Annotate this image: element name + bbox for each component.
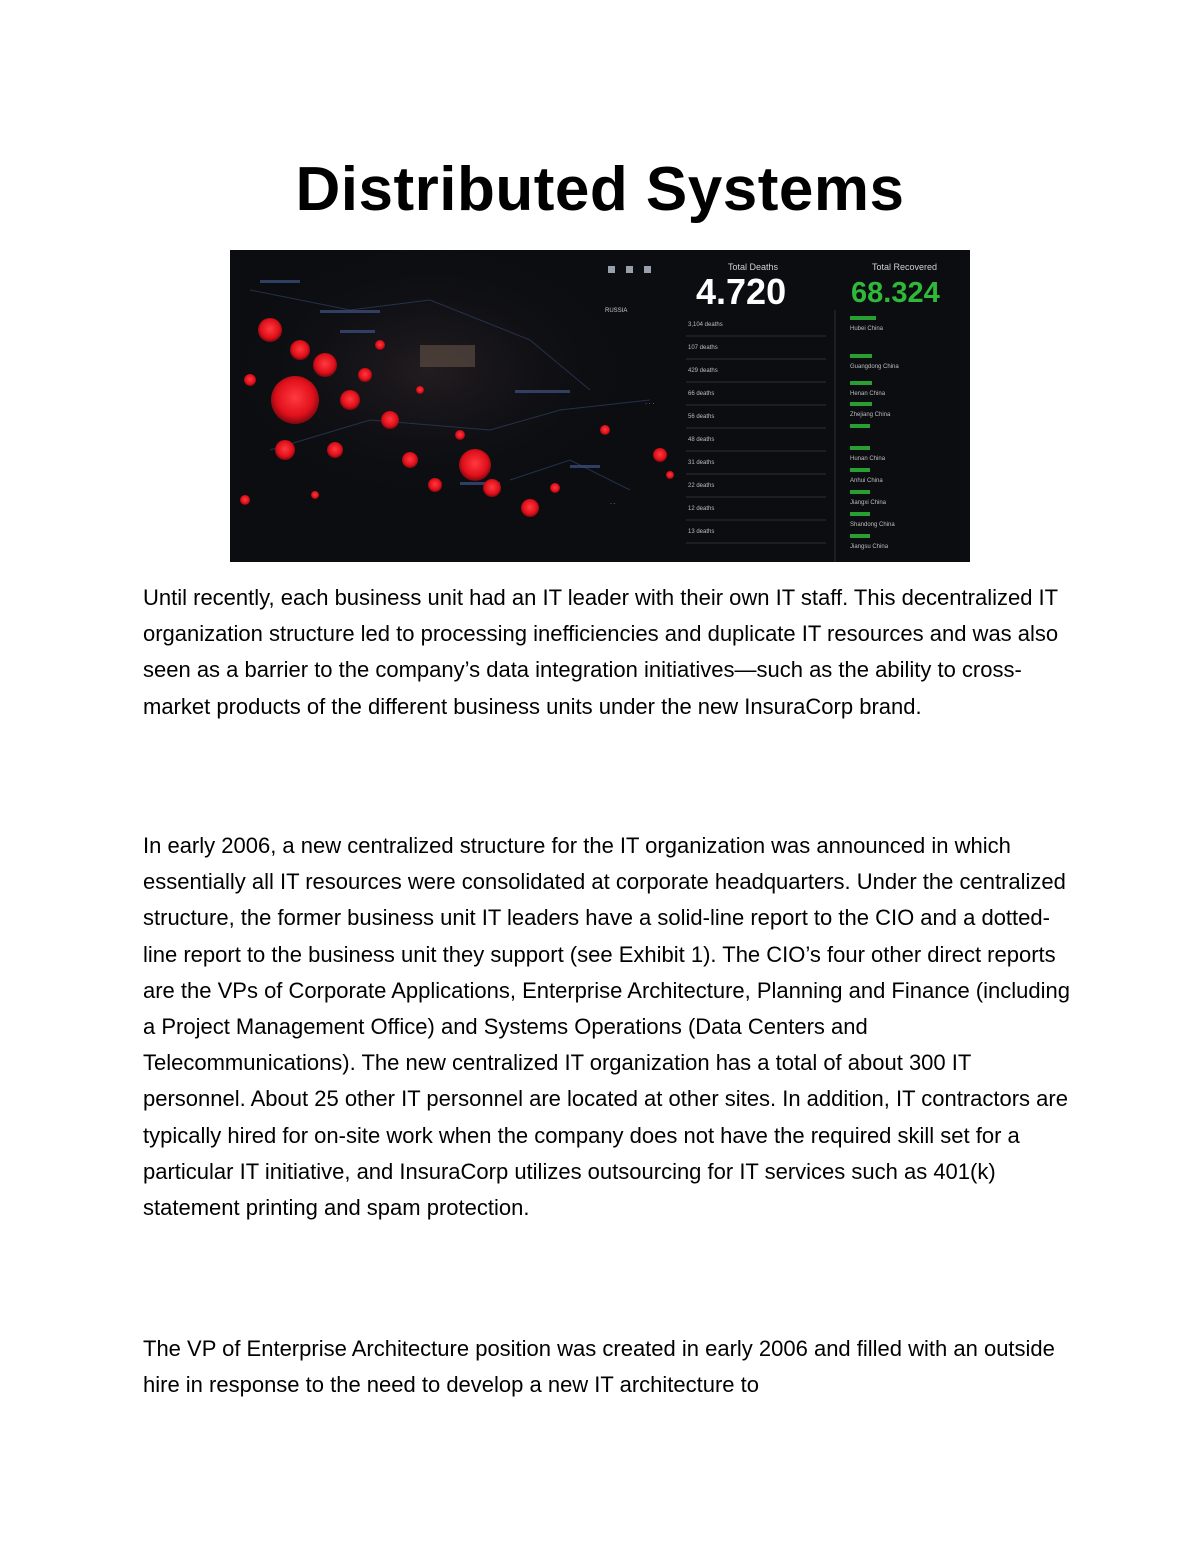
recovered-list-item: Jiangsu China (850, 544, 889, 550)
deaths-list-item: 12 deaths (688, 506, 715, 512)
total-recovered-value: 68.324 (851, 277, 940, 309)
total-deaths-value: 4.720 (696, 271, 787, 312)
svg-text:· · ·: · · · (645, 401, 655, 407)
body-paragraph-2: In early 2006, a new centralized structure for the IT organization was announced in which essentially all IT resources were consolidated at corporate headquarters. Under the centralized structure, the former business unit IT leaders have a solid-line report to the CIO and a dotted-line report to the business unit they support (see Exhibit 1). The CIO’s four other direct reports are the VPs of Corporate Applications, Enterprise Architecture, Planning and Finance (including a Project Management Office) and Systems Operations (Data Centers and Telecommunications). The new centralized IT organization has a total of about 300 IT personnel. About 25 other IT personnel are located at other sites. In addition, IT contractors are typically hired for on-site work when the company does not have the required skill set for a particular IT initiative, and InsuraCorp utilizes outsourcing for IT services such as 401(k) statement printing and spam protection. (143, 833, 1070, 1221)
deaths-list-item: 66 deaths (688, 391, 715, 397)
deaths-list-item: 429 deaths (688, 368, 718, 374)
recovered-list-item: Shandong China (850, 522, 895, 528)
deaths-list-item: 48 deaths (688, 437, 715, 443)
svg-text:RUSSIA: RUSSIA (605, 308, 628, 314)
recovered-list-item: Guangdong China (850, 364, 899, 370)
dashboard-graphic (230, 250, 970, 562)
recovered-list-item: Henan China (850, 391, 886, 397)
deaths-list-item: 13 deaths (688, 529, 715, 535)
recovered-list-item: Zhejiang China (850, 412, 891, 418)
deaths-list-item: 22 deaths (688, 483, 715, 489)
recovered-list-item: Anhui China (850, 478, 883, 484)
deaths-list-item: 56 deaths (688, 414, 715, 420)
recovered-list (850, 326, 899, 550)
dashboard-image (230, 250, 970, 562)
body-paragraph-1: Until recently, each business unit had an IT leader with their own IT staff. This decentralized IT organization structure led to processing inefficiencies and duplicate IT resources and was also seen as a barrier to the company’s data integration initiatives—such as the ability to cross-market products of the different business units under the new InsuraCorp brand. (143, 585, 1059, 719)
recovered-list-item: Jiangxi China (850, 500, 887, 506)
recovered-list-item: Hubei China (850, 326, 884, 332)
total-recovered-label: Total Recovered (872, 262, 938, 272)
total-deaths-label: Total Deaths (728, 262, 779, 272)
deaths-list-item: 107 deaths (688, 345, 718, 351)
recovered-list-item: Hunan China (850, 456, 886, 462)
document-title: Distributed Systems (295, 155, 905, 224)
deaths-list-item: 31 deaths (688, 460, 715, 466)
body-paragraph-3: The VP of Enterprise Architecture position was created in early 2006 and filled with an outside hire in response to the need to develop a new IT architecture to (143, 1336, 1055, 1398)
svg-text:· ·: · · (610, 501, 616, 507)
deaths-list-item: 3,104 deaths (688, 322, 723, 328)
